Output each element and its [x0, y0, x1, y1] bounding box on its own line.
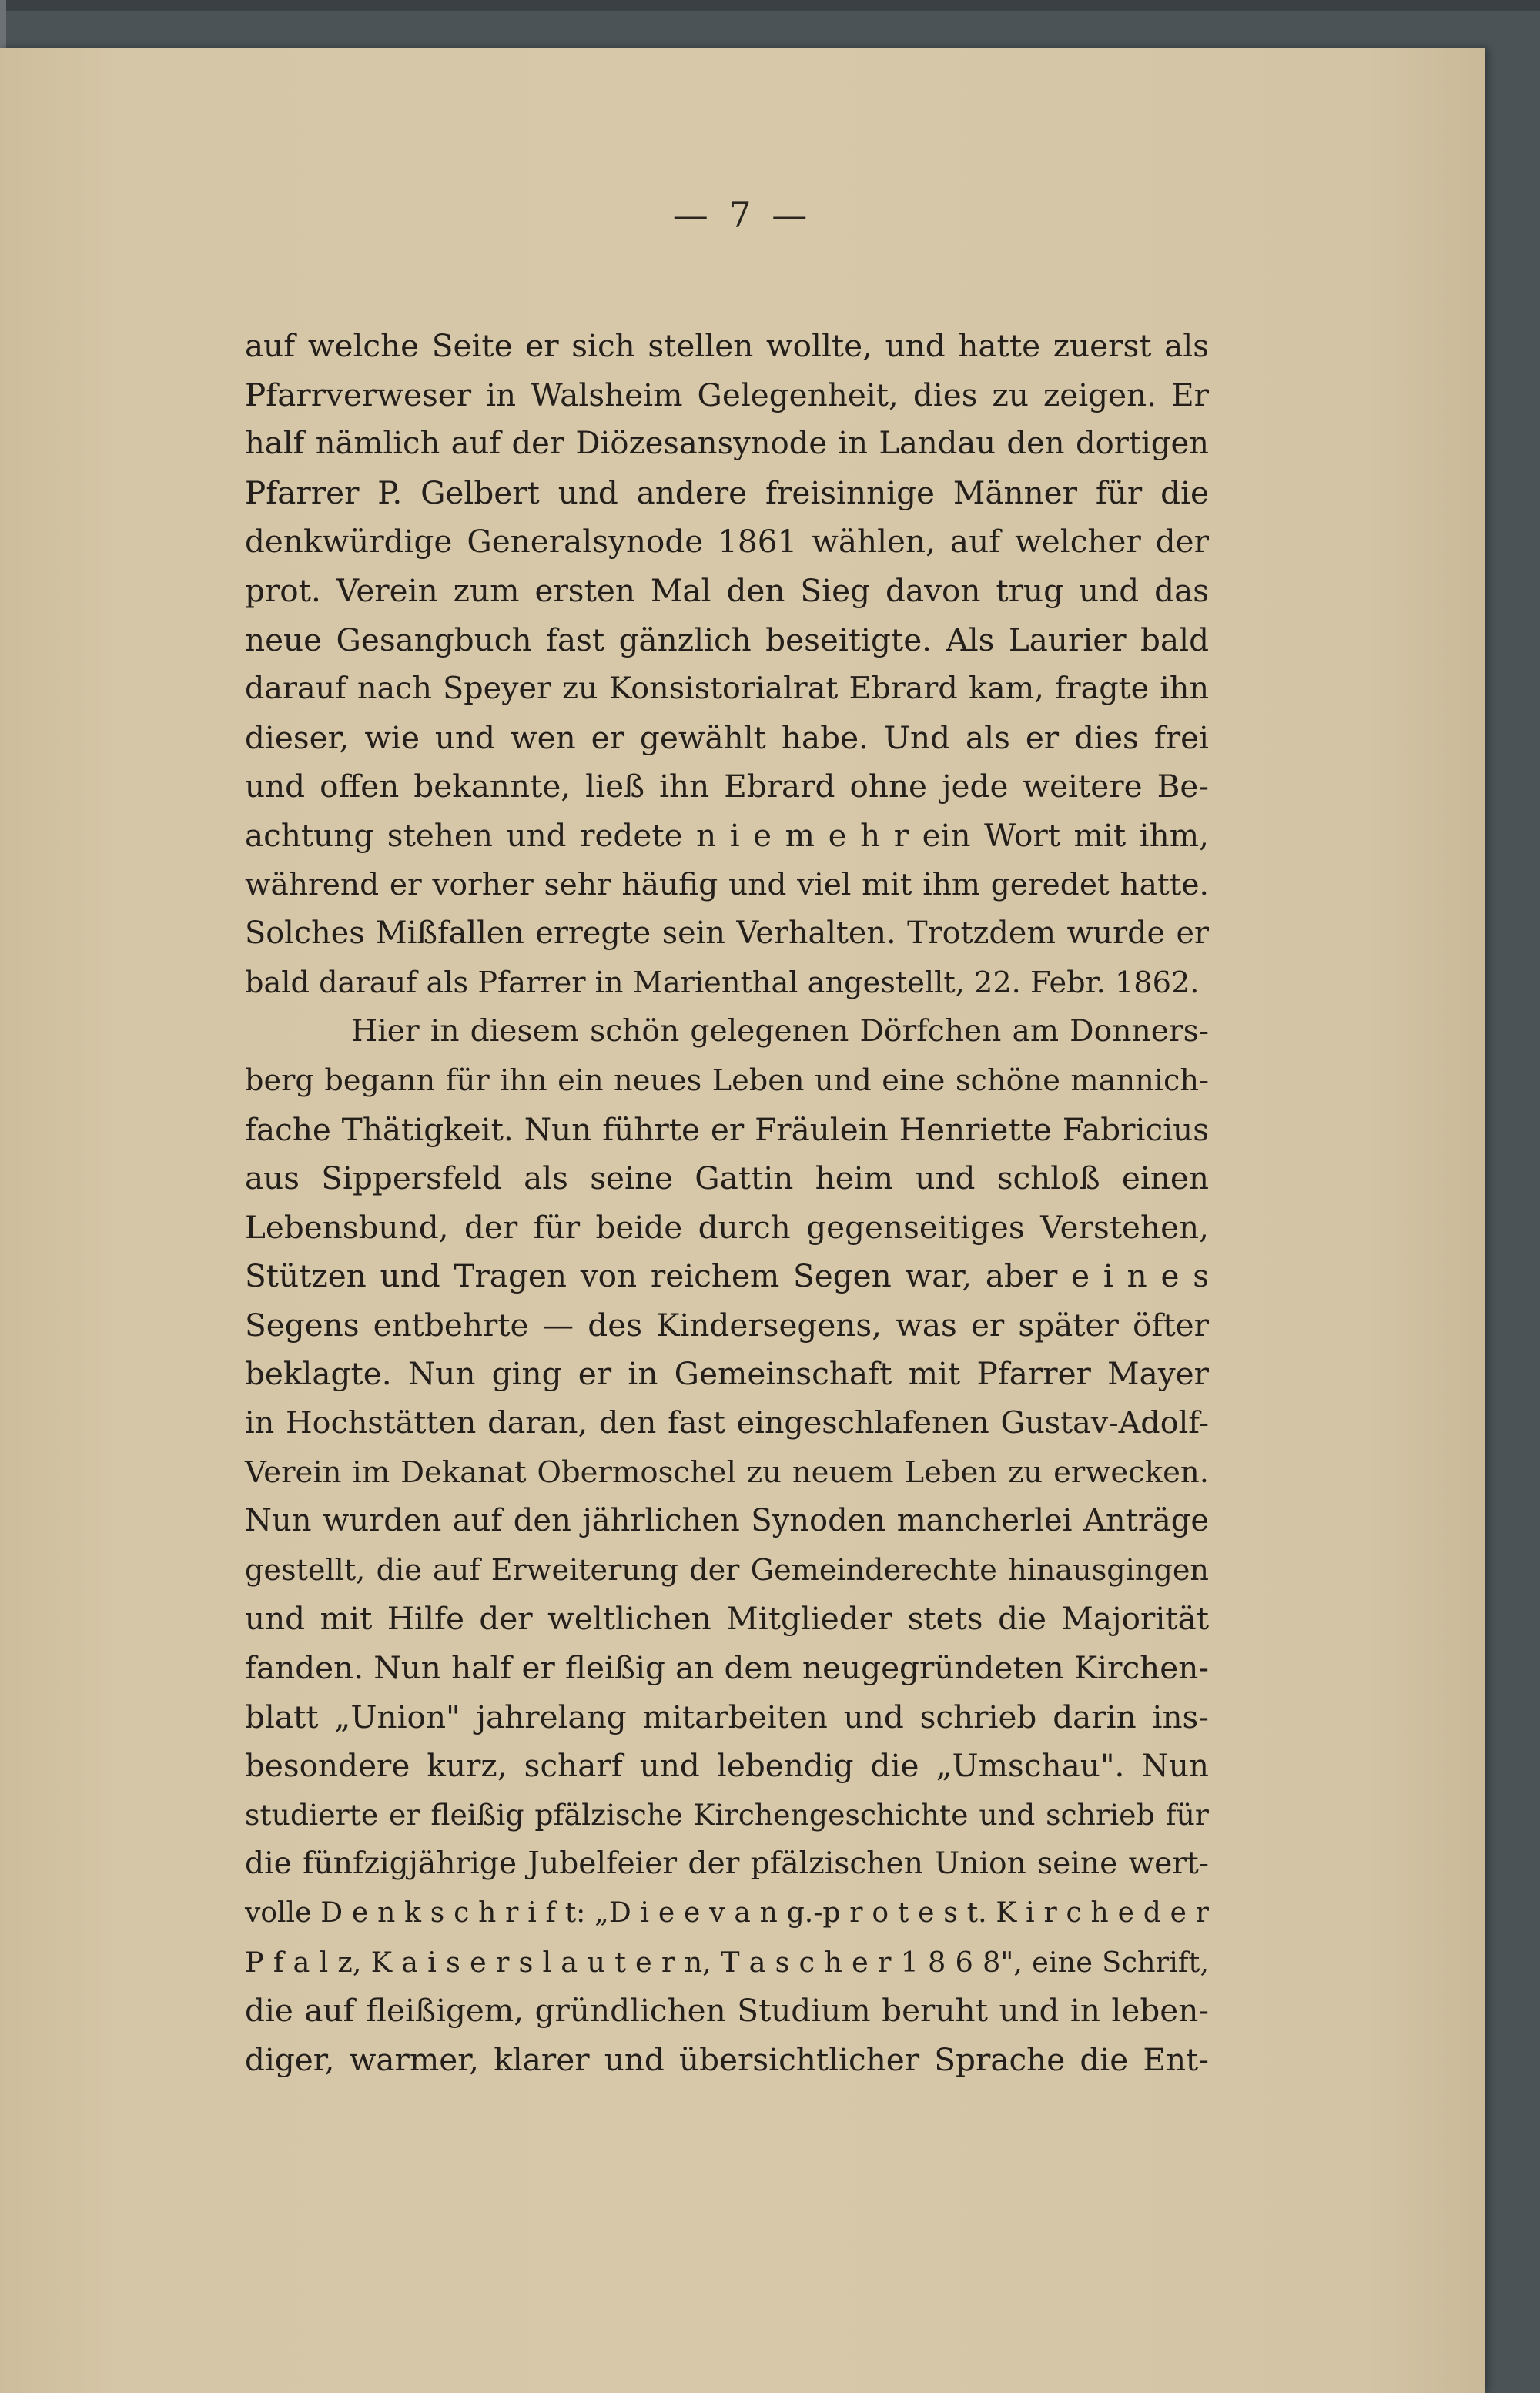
text-line: bald darauf als Pfarrer in Marienthal angestellt, 22. Febr. 1862. [245, 965, 1200, 1000]
text-line: besondere kurz, scharf und lebendig die „Umschau". Nun [245, 1747, 1209, 1785]
text-line: berg begann für ihn ein neues Leben und eine schöne mannich- [245, 1063, 1209, 1098]
body-text [245, 322, 1209, 2084]
text-line: neue Gesangbuch fast gänzlich beseitigte. Als Laurier bald [245, 621, 1209, 658]
text-line: volle D e n k s c h r i f t: „D i e e v a n g.-p r o t e s t. K i r c h e d e r [245, 1897, 1209, 1929]
text-line: auf welche Seite er sich stellen wollte, und hatte zuerst als [245, 327, 1209, 364]
text-line: prot. Verein zum ersten Mal den Sieg davon trug und das [245, 571, 1209, 609]
text-line: aus Sippersfeld als seine Gattin heim und schloß einen [245, 1160, 1209, 1197]
text-line: half nämlich auf der Diözesansynode in Landau den dortigen [245, 426, 1209, 462]
text-line: die fünfzigjährige Jubelfeier der pfälzischen Union seine wert- [245, 1846, 1209, 1882]
text-line: fache Thätigkeit. Nun führte er Fräulein Henriette Fabricius [245, 1110, 1209, 1148]
page-number: — 7 — [672, 194, 812, 236]
text-line: die auf fleißigem, gründlichen Studium beruht und in leben- [245, 1992, 1209, 2030]
scan-border-top [0, 0, 1540, 11]
text-line: diger, warmer, klarer und übersichtlicher Sprache die Ent- [245, 2040, 1209, 2078]
text-line: dieser, wie und wen er gewählt habe. Und als er dies frei [245, 718, 1209, 756]
text-line: und offen bekannte, ließ ihn Ebrard ohne jede weitere Be- [245, 768, 1209, 805]
text-line: Stützen und Tragen von reichem Segen war, aber e i n e s [245, 1257, 1209, 1295]
book-page [0, 48, 1485, 2393]
text-line: gestellt, die auf Erweiterung der Gemeinderechte hinausgingen [245, 1552, 1209, 1587]
text-line: und mit Hilfe der weltlichen Mitglieder stets die Majorität [245, 1600, 1209, 1638]
text-line: Solches Mißfallen erregte sein Verhalten. Trotzdem wurde er [245, 915, 1209, 952]
text-line: blatt „Union" jahrelang mitarbeiten und schrieb darin ins- [245, 1698, 1209, 1735]
text-line: Segens entbehrte — des Kindersegens, was er später öfter [245, 1306, 1209, 1344]
text-line: studierte er fleißig pfälzische Kirchengeschichte und schrieb für [245, 1797, 1209, 1832]
text-line: fanden. Nun half er fleißig an dem neugegründeten Kirchen- [245, 1649, 1209, 1687]
text-line: Nun wurden auf den jährlichen Synoden mancherlei Anträge [245, 1503, 1209, 1539]
text-line: Lebensbund, der für beide durch gegenseitiges Verstehen, [245, 1208, 1209, 1246]
text-line: in Hochstätten daran, den fast eingeschlafenen Gustav-Adolf- [245, 1405, 1209, 1441]
text-line: achtung stehen und redete n i e m e h r ein Wort mit ihm, [245, 816, 1209, 854]
text-line: Pfarrer P. Gelbert und andere freisinnige Männer für die [245, 474, 1209, 511]
text-line: Verein im Dekanat Obermoschel zu neuem Leben zu erwecken. [245, 1454, 1209, 1490]
text-line: beklagte. Nun ging er in Gemeinschaft mit Pfarrer Mayer [245, 1355, 1209, 1393]
text-line: P f a l z, K a i s e r s l a u t e r n, T a s c h e r 1 8 6 8", eine Schrift, [245, 1945, 1209, 1979]
text-line-paragraph-start: Hier in diesem schön gelegenen Dörfchen am Donners- [351, 1014, 1209, 1049]
text-line: denkwürdige Generalsynode 1861 wählen, auf welcher der [245, 523, 1209, 561]
text-line: Pfarrverweser in Walsheim Gelegenheit, dies zu zeigen. Er [245, 376, 1209, 413]
text-line: darauf nach Speyer zu Konsistorialrat Ebrard kam, fragte ihn [245, 671, 1209, 707]
text-line: während er vorher sehr häufig und viel mit ihm geredet hatte. [245, 867, 1209, 902]
